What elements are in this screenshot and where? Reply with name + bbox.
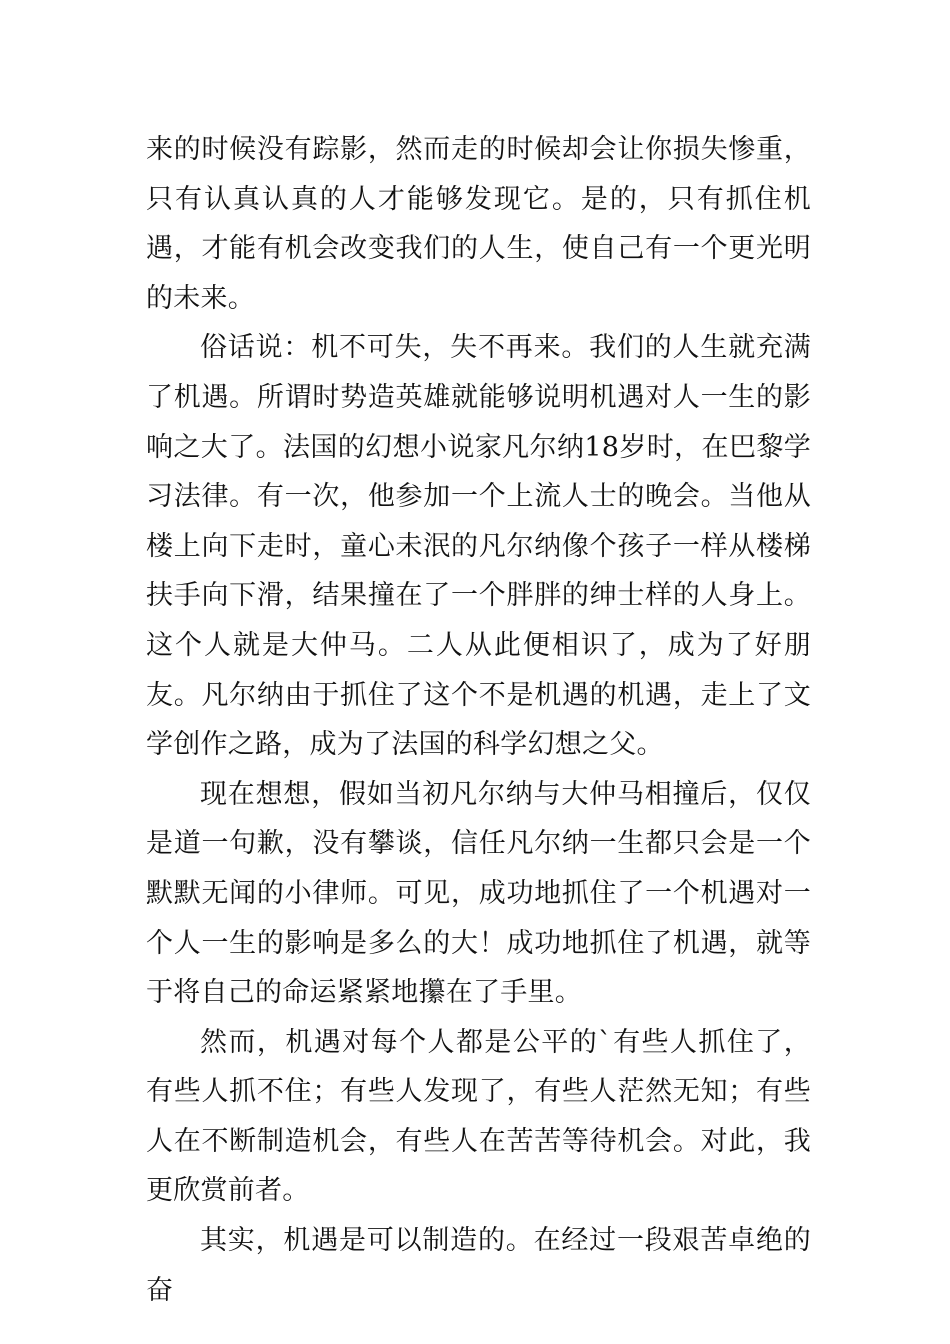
paragraph-3: 现在想想，假如当初凡尔纳与大仲马相撞后，仅仅是道一句歉，没有攀谈，信任凡尔纳一生都只会是一个默默无闻的小律师。可见，成功地抓住了一个机遇对一个人一生的影响是多么的大！成功地抓住了机遇，就等于将自己的命运紧紧地攥在了手里。: [146, 778, 811, 1009]
body-text: [146, 125, 811, 1315]
paragraph-5: 其实，机遇是可以制造的。在经过一段艰苦卓绝的奋: [146, 1225, 811, 1306]
paragraph-2: 俗话说：机不可失，失不再来。我们的人生就充满了机遇。所谓时势造英雄就能够说明机遇对人一生的影响之大了。法国的幻想小说家凡尔纳18岁时，在巴黎学习法律。有一次，他参加一个上流人士的晚会。当他从楼上向下走时，童心未泯的凡尔纳像个孩子一样从楼梯扶手向下滑，结果撞在了一个胖胖的绅士样的人身上。这个人就是大仲马。二人从此便相识了，成为了好朋友。凡尔纳由于抓住了这个不是机遇的机遇，走上了文学创作之路，成为了法国的科学幻想之父。: [146, 332, 811, 761]
paragraph-4: 然而，机遇对每个人都是公平的`有些人抓住了，有些人抓不住；有些人发现了，有些人茫然无知；有些人在不断制造机会，有些人在苦苦等待机会。对此，我更欣赏前者。: [146, 1026, 811, 1207]
paragraph-1: 来的时候没有踪影，然而走的时候却会让你损失惨重，只有认真认真的人才能够发现它。是的，只有抓住机遇，才能有机会改变我们的人生，使自己有一个更光明的未来。: [146, 134, 811, 314]
